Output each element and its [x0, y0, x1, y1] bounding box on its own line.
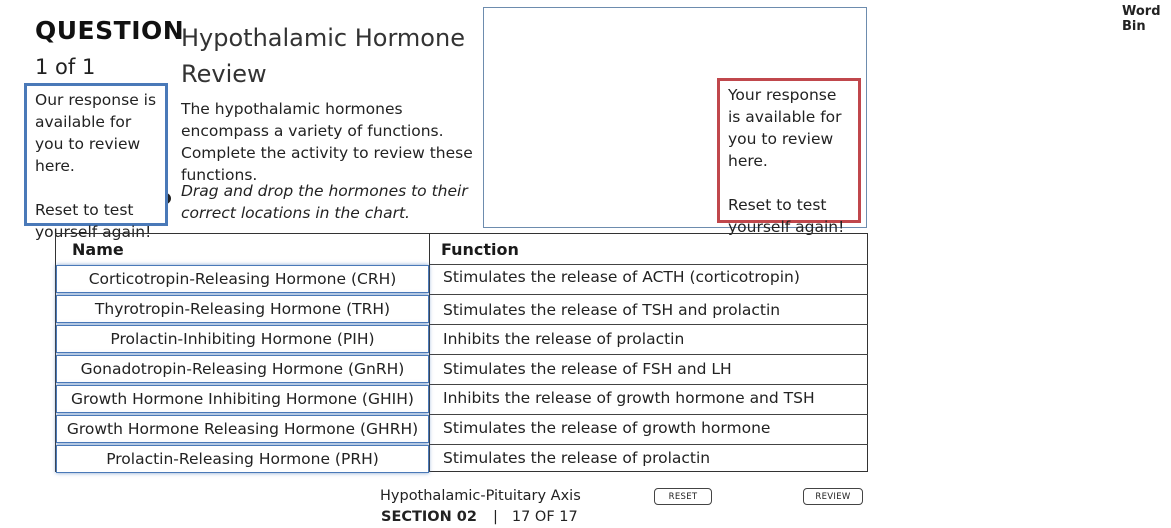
- function-cell: Inhibits the release of prolactin: [443, 330, 685, 348]
- footer-separator: |: [492, 509, 498, 525]
- hormone-table: [55, 233, 868, 472]
- our-response-reset-text: Reset to test yourself again!: [35, 201, 152, 241]
- function-cell: Inhibits the release of growth hormone and TSH: [443, 389, 815, 407]
- our-response-text: Our response is available for you to review here.: [35, 91, 157, 175]
- function-cell: Stimulates the release of ACTH (corticotropin): [443, 268, 800, 286]
- footer-title: Hypothalamic-Pituitary Axis: [380, 488, 581, 504]
- instruction: Drag and drop the hormones to their correct locations in the chart.: [181, 182, 468, 222]
- hormone-chip[interactable]: Prolactin-Inhibiting Hormone (PIH): [56, 325, 429, 353]
- hormone-chip[interactable]: Corticotropin-Releasing Hormone (CRH): [56, 265, 429, 293]
- function-cell: Stimulates the release of FSH and LH: [443, 360, 732, 378]
- row-divider: [430, 414, 868, 415]
- description: The hypothalamic hormones encompass a variety of functions. Complete the activity to review these functions.: [181, 100, 473, 184]
- row-divider: [430, 294, 868, 295]
- question-label: QUESTION: [35, 16, 185, 45]
- reset-button[interactable]: RESET: [654, 488, 712, 505]
- row-divider: [430, 354, 868, 355]
- hormone-chip[interactable]: Prolactin-Releasing Hormone (PRH): [56, 445, 429, 473]
- your-response-reset-text: Reset to test yourself again!: [728, 196, 845, 236]
- row-divider: [430, 384, 868, 385]
- your-response-text: Your response is available for you to review here.: [728, 86, 842, 170]
- our-response-callout: [24, 83, 168, 241]
- row-divider: [430, 324, 868, 325]
- your-response-callout: [717, 78, 861, 236]
- function-cell: Stimulates the release of prolactin: [443, 449, 711, 467]
- page-indicator: 17 OF 17: [511, 509, 578, 525]
- page-title: Hypothalamic Hormone Review: [181, 24, 465, 88]
- word-bin-label: Word Bin: [1112, 4, 1171, 34]
- section-label: SECTION 02: [381, 509, 477, 525]
- hormone-chip[interactable]: Growth Hormone Releasing Hormone (GHRH): [56, 415, 429, 443]
- column-divider: [429, 234, 430, 471]
- row-divider: [430, 444, 868, 445]
- review-button[interactable]: REVIEW: [803, 488, 863, 505]
- hormone-chip[interactable]: Gonadotropin-Releasing Hormone (GnRH): [56, 355, 429, 383]
- question-count: 1 of 1: [35, 55, 96, 79]
- column-header-function: Function: [441, 240, 519, 259]
- hormone-chip[interactable]: Growth Hormone Inhibiting Hormone (GHIH): [56, 385, 429, 413]
- function-cell: Stimulates the release of TSH and prolactin: [443, 301, 781, 319]
- function-cell: Stimulates the release of growth hormone: [443, 419, 771, 437]
- footer-section: [381, 509, 578, 525]
- column-header-name: Name: [72, 240, 124, 259]
- row-divider: [430, 264, 868, 265]
- hormone-chip[interactable]: Thyrotropin-Releasing Hormone (TRH): [56, 295, 429, 323]
